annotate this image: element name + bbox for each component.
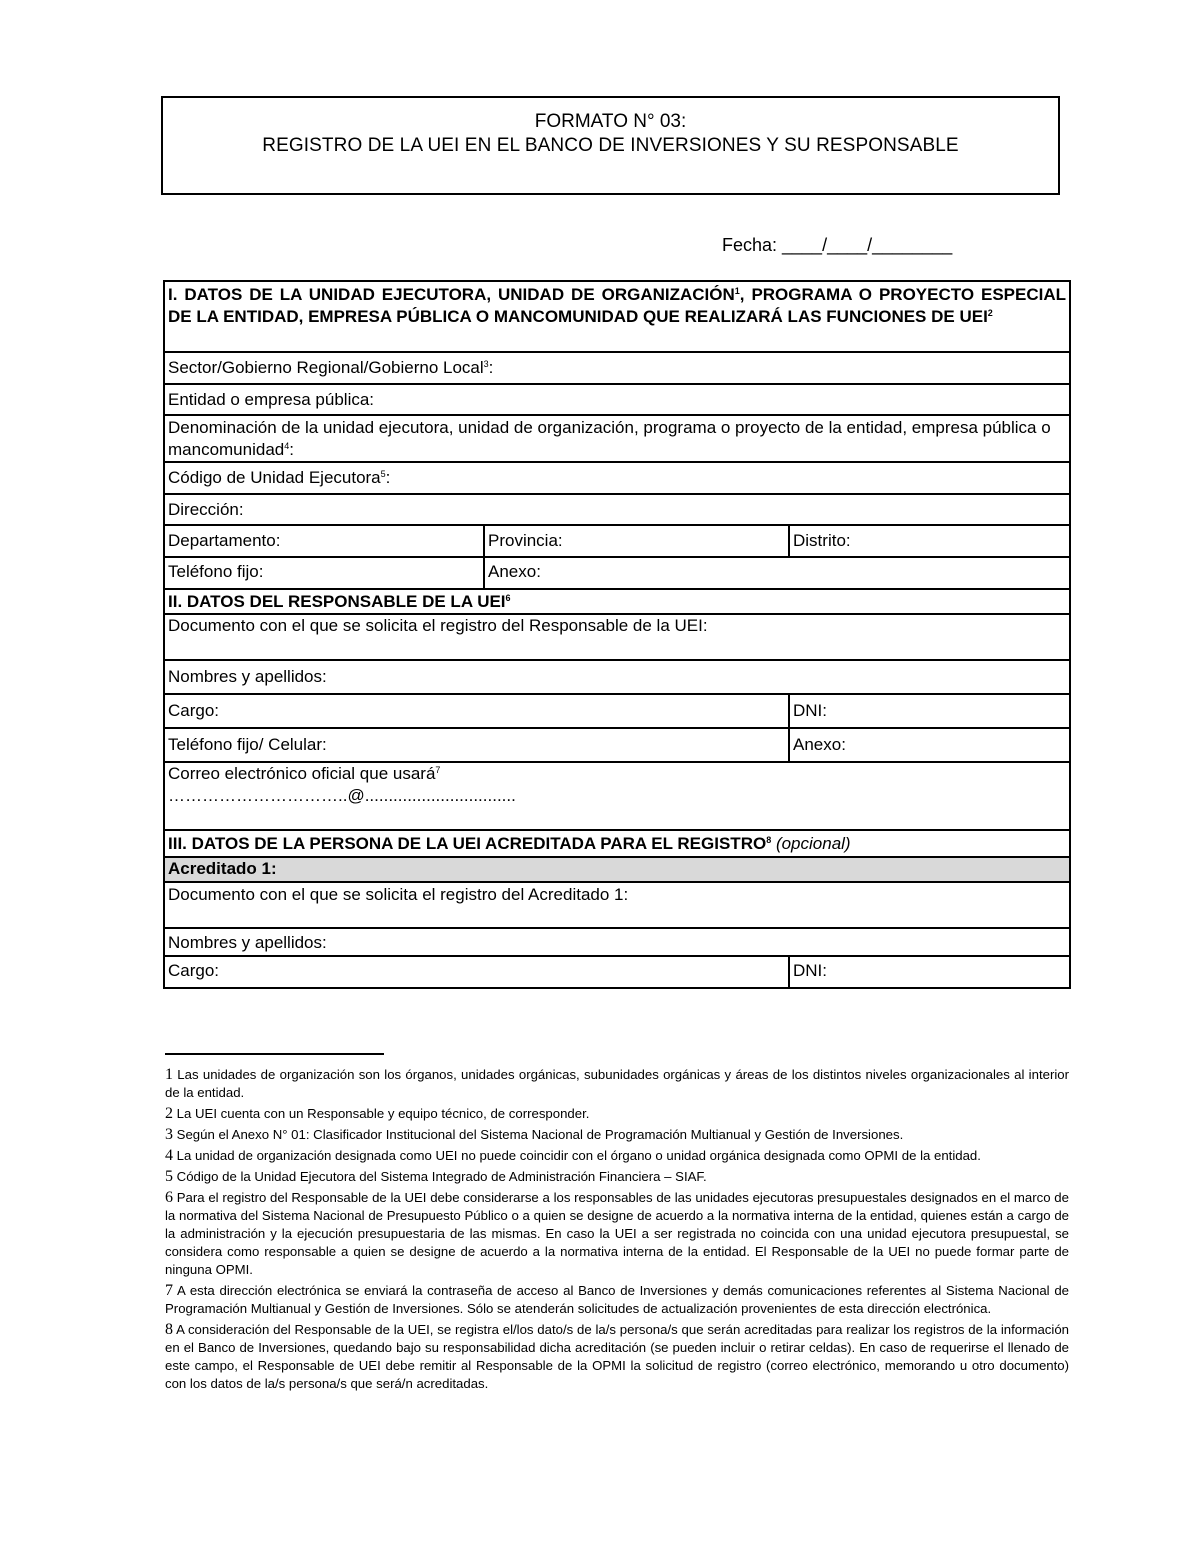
footnote-text: La unidad de organización designada como UEI no puede coincidir con el órgano o unidad orgánica designada como OPMI de la entidad. (176, 1148, 981, 1163)
responsable-dni-field[interactable] (789, 694, 1070, 728)
responsable-telefono-field[interactable] (164, 728, 789, 762)
footnote-text: Código de la Unidad Ejecutora del Sistema Integrado de Administración Financiera – SIAF. (176, 1169, 707, 1184)
provincia-field[interactable] (484, 525, 789, 557)
responsable-documento-label: Documento con el que se solicita el registro del Responsable de la UEI: (168, 616, 708, 635)
acreditado-nombres-field[interactable] (164, 928, 1070, 956)
footnote-ref: 4 (284, 441, 290, 451)
footnote-4 (165, 1147, 1069, 1165)
responsable-dni-label: DNI: (793, 701, 827, 720)
acreditado-nombres-label: Nombres y apellidos: (168, 933, 327, 952)
footnote-text: Las unidades de organización son los órganos, unidades orgánicas, subunidades orgánicas y áreas de los distintos niveles organizacionales al interior de la entidad. (165, 1067, 1069, 1100)
footnotes (165, 1066, 1069, 1396)
footnote-7 (165, 1282, 1069, 1318)
responsable-nombres-field[interactable] (164, 660, 1070, 694)
acreditado-1-label: Acreditado 1: (168, 859, 277, 878)
responsable-cargo-field[interactable] (164, 694, 789, 728)
fecha-field[interactable]: Fecha: ____/____/________ (722, 235, 953, 255)
footnote-text: A consideración del Responsable de la UEI, se registra el/los dato/s de la/s persona/s que serán acreditadas para realizar los registros de la información en el Banco de Inversiones, quedando bajo su responsabilidad dicha acreditación (se pueden incluir o retirar celdas). En caso de requerirse el llenado de este campo, el Responsable de UEI debe remitir al Responsable de la OPMI la solicitud de registro (correo electrónico, memorando u otro documento) con los datos de la/s persona/s que será/n acreditadas. (165, 1322, 1069, 1391)
footnote-number: 8 (165, 1321, 173, 1338)
responsable-documento-field[interactable] (164, 614, 1070, 660)
footnote-text: La UEI cuenta con un Responsable y equipo técnico, de corresponder. (176, 1106, 590, 1121)
correo-dotted-line: …………………………..@................................ (168, 786, 516, 805)
sector-label: Sector/Gobierno Regional/Gobierno Local (168, 358, 484, 377)
footnote-2 (165, 1105, 1069, 1123)
responsable-anexo-field[interactable] (789, 728, 1070, 762)
responsable-anexo-label: Anexo: (793, 735, 846, 754)
responsable-correo-label: Correo electrónico oficial que usará (168, 764, 436, 783)
departamento-label: Departamento: (168, 531, 281, 550)
telefono-label: Teléfono fijo: (168, 562, 264, 581)
acreditado-documento-field[interactable] (164, 882, 1070, 928)
codigo-label: Código de Unidad Ejecutora (168, 468, 381, 487)
direccion-label: Dirección: (168, 500, 244, 519)
footnote-ref: 3 (483, 359, 489, 369)
responsable-cargo-label: Cargo: (168, 701, 220, 720)
footnote-separator (165, 1053, 384, 1055)
departamento-field[interactable] (164, 525, 484, 557)
sector-field[interactable]: Sector/Gobierno Regional/Gobierno Local$^3$: (164, 352, 1070, 384)
denominacion-label: Denominación de la unidad ejecutora, unidad de organización, programa o proyecto de la entidad, empresa pública o mancomunidad (168, 418, 1051, 459)
acreditado-dni-field[interactable] (789, 956, 1070, 988)
responsable-correo-field[interactable] (164, 762, 1070, 830)
footnote-ref: 6 (505, 593, 511, 603)
responsable-telefono-label: Teléfono fijo/ Celular: (168, 735, 327, 754)
form-number: FORMATO N° 03: (534, 111, 687, 132)
footnote-3 (165, 1126, 1069, 1144)
section-3-header (164, 830, 1070, 857)
anexo-field[interactable] (484, 557, 1070, 589)
footnote-text: Para el registro del Responsable de la UEI debe considerarse a los responsables de las unidades ejecutoras presupuestales designados en el marco de la normativa del Sistema Nacional de Presupuesto Público o a quien se designe de acuerdo a la normativa interna de la entidad, quienes están a cargo de la administración y la ejecución presupuestaria de las mismas. En caso la UEI a ser registrada no coincida con una unidad ejecutora presupuestal, se considera como responsable a quien se designe de acuerdo a la normativa interna de la entidad. El Responsable de la UEI no puede formar parte de ninguna OPMI. (165, 1190, 1069, 1277)
footnote-number: 2 (165, 1105, 173, 1122)
entidad-field[interactable] (164, 384, 1070, 415)
section-1-header (164, 281, 1070, 352)
registration-form-table (163, 280, 1071, 989)
anexo-label: Anexo: (488, 562, 541, 581)
denominacion-field[interactable]: Denominación de la unidad ejecutora, unidad de organización, programa o proyecto de la entidad, empresa pública o mancomunidad$^4$: (164, 415, 1070, 462)
footnote-ref: 7 (435, 765, 441, 775)
acreditado-documento-label: Documento con el que se solicita el registro del Acreditado 1: (168, 885, 629, 904)
telefono-field[interactable] (164, 557, 484, 589)
footnote-number: 6 (165, 1189, 173, 1206)
footnote-number: 5 (165, 1168, 173, 1185)
codigo-field[interactable]: Código de Unidad Ejecutora$^5$: (164, 462, 1070, 494)
section-3-title: III. DATOS DE LA PERSONA DE LA UEI ACREDITADA PARA EL REGISTRO (168, 834, 767, 853)
footnote-number: 3 (165, 1126, 173, 1143)
acreditado-1-header (164, 857, 1070, 882)
footnote-text: A esta dirección electrónica se enviará la contraseña de acceso al Banco de Inversiones y demás comunicaciones referentes al Sistema Nacional de Programación Multianual y Gestión de Inversiones. Sólo se atenderán solicitudes de actualización provenientes de esta dirección electrónica. (165, 1283, 1070, 1316)
provincia-label: Provincia: (488, 531, 563, 550)
footnote-number: 1 (165, 1066, 173, 1083)
entidad-label: Entidad o empresa pública: (168, 390, 375, 409)
footnote-text: Según el Anexo N° 01: Clasificador Institucional del Sistema Nacional de Programación Multianual y Gestión de Inversiones. (176, 1127, 904, 1142)
distrito-field[interactable] (789, 525, 1070, 557)
section-2-header (164, 589, 1070, 614)
section-1-title-rest: , PROGRAMA O PROYECTO ESPECIAL DE LA ENTIDAD, EMPRESA PÚBLICA O MANCOMUNIDAD QUE REALIZARÁ LAS FUNCIONES DE UEI (168, 285, 1067, 326)
footnote-ref: 1 (734, 286, 740, 296)
footnote-ref: 8 (766, 835, 772, 845)
footnote-6 (165, 1189, 1069, 1279)
section-2-title: II. DATOS DEL RESPONSABLE DE LA UEI (168, 592, 506, 611)
distrito-label: Distrito: (793, 531, 851, 550)
footnote-ref: 2 (987, 308, 993, 318)
direccion-field[interactable] (164, 494, 1070, 525)
footnote-8 (165, 1321, 1069, 1393)
footnote-5 (165, 1168, 1069, 1186)
acreditado-cargo-label: Cargo: (168, 961, 220, 980)
footnote-1 (165, 1066, 1069, 1102)
footnote-number: 7 (165, 1282, 173, 1299)
acreditado-cargo-field[interactable] (164, 956, 789, 988)
footnote-number: 4 (165, 1147, 173, 1164)
responsable-nombres-label: Nombres y apellidos: (168, 667, 327, 686)
section-1-title: I. DATOS DE LA UNIDAD EJECUTORA, UNIDAD DE ORGANIZACIÓN (168, 285, 735, 304)
form-title: REGISTRO DE LA UEI EN EL BANCO DE INVERSIONES Y SU RESPONSABLE (262, 135, 959, 156)
acreditado-dni-label: DNI: (793, 961, 827, 980)
form-title-box (161, 96, 1060, 195)
footnote-ref: 5 (380, 469, 386, 479)
optional-label: (opcional) (775, 834, 851, 853)
